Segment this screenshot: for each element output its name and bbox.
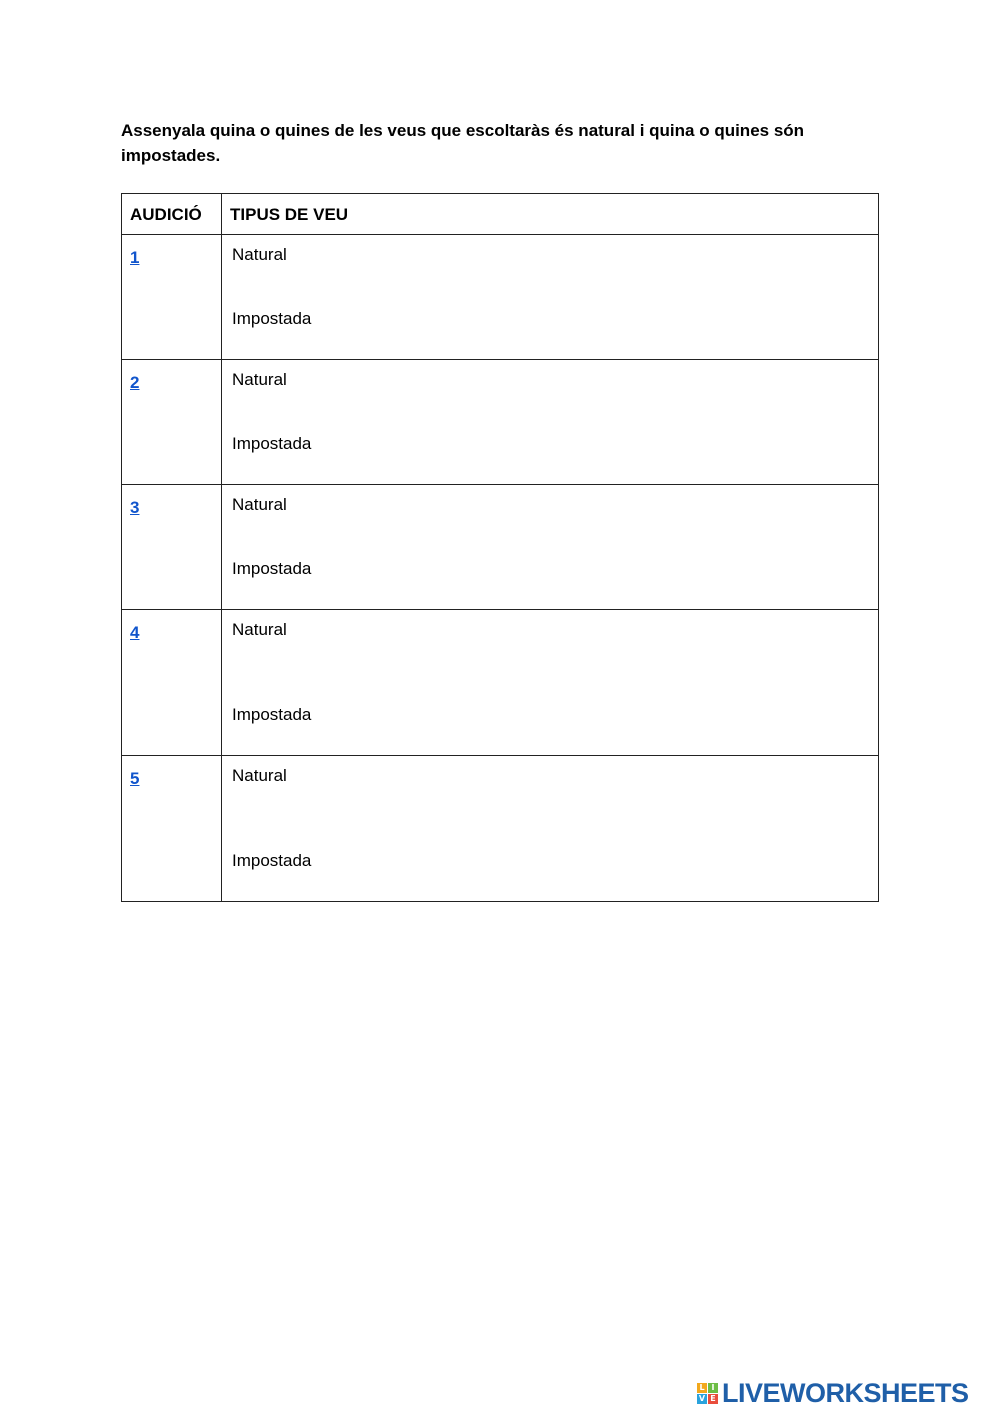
logo-letter: E [708,1394,718,1404]
option-impostada[interactable]: Impostada [232,559,312,578]
audio-link-1[interactable]: 1 [130,248,140,267]
option-impostada[interactable]: Impostada [232,705,312,724]
logo-letter: L [697,1383,707,1393]
table-row [122,360,879,485]
header-tipus-de-veu: TIPUS DE VEU [222,194,879,235]
logo-letter: I [708,1383,718,1393]
option-natural[interactable]: Natural [232,495,287,514]
table-row [122,756,879,902]
audio-number-cell [122,235,222,360]
table-header-row [122,194,879,235]
liveworksheets-logo-icon [697,1383,718,1404]
option-natural[interactable]: Natural [232,245,287,264]
liveworksheets-brand [697,1376,969,1410]
table-row [122,235,879,360]
header-audicio: AUDICIÓ [122,194,222,235]
voice-type-cell [222,610,879,756]
audio-number-cell [122,610,222,756]
audio-link-3[interactable]: 3 [130,498,140,517]
option-impostada[interactable]: Impostada [232,851,312,870]
option-impostada[interactable]: Impostada [232,434,312,453]
voice-type-cell [222,360,879,485]
option-natural[interactable]: Natural [232,620,287,639]
option-natural[interactable]: Natural [232,370,287,389]
audio-link-2[interactable]: 2 [130,373,140,392]
audio-link-5[interactable]: 5 [130,769,140,788]
option-natural[interactable]: Natural [232,766,287,785]
table-row [122,610,879,756]
brand-text: LIVEWORKSHEETS [722,1377,969,1408]
voice-type-cell [222,756,879,902]
option-impostada[interactable]: Impostada [232,309,312,328]
audio-number-cell [122,360,222,485]
audio-link-4[interactable]: 4 [130,623,140,642]
audio-number-cell [122,756,222,902]
logo-letter: V [698,1393,706,1403]
audio-table [121,193,879,902]
table-row [122,485,879,610]
voice-type-cell [222,485,879,610]
instructions-text: Assenyala quina o quines de les veus que escoltaràs és natural i quina o quines són impostades. [121,121,805,165]
audio-number-cell [122,485,222,610]
voice-type-cell [222,235,879,360]
